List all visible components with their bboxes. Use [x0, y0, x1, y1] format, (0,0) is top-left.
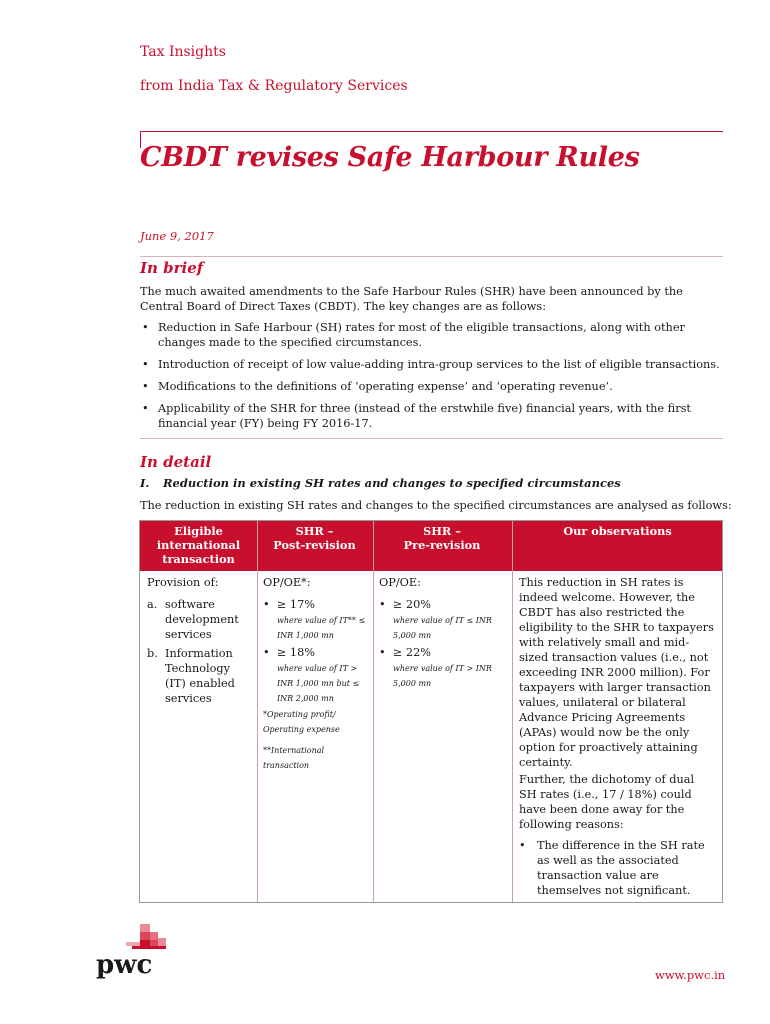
- header-subtitle: from India Tax & Regulatory Services: [140, 78, 408, 94]
- pre-rate-2: • ≥ 22%: [379, 646, 432, 659]
- item-b-label: b.: [147, 647, 158, 660]
- footer-url[interactable]: www.pwc.in: [655, 968, 726, 982]
- table-header: [140, 521, 722, 571]
- list-item: • Reduction in Safe Harbour (SH) rates for most of the eligible transactions, along with other changes made to the specified circumstances.: [142, 321, 685, 349]
- divider: [140, 256, 723, 257]
- provision-label: Provision of:: [147, 576, 219, 589]
- item-a-label: a.: [147, 598, 158, 611]
- pre-note-1: where value of IT ≤ INR 5,000 mn: [393, 616, 492, 640]
- in-detail-heading: In detail: [140, 453, 212, 471]
- observations-para-1: This reduction in SH rates is indeed welcome. However, the CBDT has also restricted the eligibility to the SHR to taxpayers with relatively small and mid- sized transaction values (i.e., not exceeding INR 2000 million). For taxpayers with larger transaction values, unilateral or bilateral Advance Pricing Agreements (APAs) would now be the only option for proactively attaining certainty.: [519, 576, 714, 769]
- in-brief-list: [140, 320, 722, 438]
- pre-revision-ratio: OP/OE:: [379, 576, 421, 589]
- in-brief-heading: In brief: [140, 259, 204, 277]
- post-note-2: where value of IT > INR 1,000 mn but ≤ INR 2,000 mn: [277, 664, 360, 703]
- list-item: • Modifications to the definitions of ‘operating expense’ and ‘operating revenue’.: [142, 380, 613, 393]
- post-rate-2: • ≥ 18%: [263, 646, 316, 659]
- bullet-icon: •: [142, 380, 149, 393]
- post-revision-ratio: OP/OE*:: [263, 576, 311, 589]
- page-title: CBDT revises Safe Harbour Rules: [140, 142, 640, 173]
- footnote-op-oe: *Operating profit/ Operating expense: [263, 710, 340, 734]
- post-rate-1: • ≥ 17%: [263, 598, 316, 611]
- item-a-text: software development services: [165, 598, 239, 641]
- in-brief-intro: The much awaited amendments to the Safe Harbour Rules (SHR) have been announced by the Central Board of Direct Taxes (CBDT). The key changes are as follows:: [140, 285, 683, 313]
- column-divider: [373, 521, 374, 902]
- bullet-icon: •: [142, 402, 149, 415]
- column-divider: [512, 521, 513, 902]
- header-shr-pre: SHR – Pre-revision: [403, 524, 481, 552]
- subsection-title: Reduction in existing SH rates and changes to specified circumstances: [163, 476, 621, 490]
- column-divider: [257, 521, 258, 902]
- footnote-it: **International transaction: [263, 746, 325, 770]
- list-item: • Applicability of the SHR for three (instead of the erstwhile five) financial years, with the first financial year (FY) being FY 2016-17.: [142, 402, 691, 430]
- header-observations: Our observations: [563, 524, 672, 538]
- bullet-icon: •: [263, 646, 270, 659]
- in-detail-intro: The reduction in existing SH rates and changes to the specified circumstances are analysed as follows:: [140, 499, 732, 512]
- pwc-logo-text: pwc: [96, 950, 153, 980]
- pwc-logo: [96, 924, 176, 984]
- header-tax-insights: Tax Insights: [140, 44, 226, 60]
- observations-para-2: Further, the dichotomy of dual SH rates (i.e., 17 / 18%) could have been done away for the following reasons:: [519, 773, 695, 831]
- bullet-icon: •: [379, 598, 386, 611]
- bullet-icon: •: [142, 358, 149, 371]
- header-eligible-transaction: Eligible international transaction: [156, 524, 241, 566]
- post-note-1: where value of IT** ≤ INR 1,000 mn: [277, 616, 366, 640]
- pre-rate-1: • ≥ 20%: [379, 598, 432, 611]
- bullet-icon: •: [142, 321, 149, 334]
- bullet-icon: •: [379, 646, 386, 659]
- observations-bullet-icon: •: [519, 839, 526, 852]
- observations-bullet: The difference in the SH rate as well as the associated transaction value are themselves not significant.: [537, 839, 705, 897]
- header-shr-post: SHR – Post-revision: [273, 524, 356, 552]
- item-b-text: Information Technology (IT) enabled services: [165, 647, 235, 705]
- divider: [140, 438, 723, 439]
- publication-date: June 9, 2017: [140, 229, 214, 243]
- list-item: • Introduction of receipt of low value-adding intra-group services to the list of eligible transactions.: [142, 358, 720, 371]
- subsection-number: I.: [140, 476, 150, 490]
- pre-note-2: where value of IT > INR 5,000 mn: [393, 664, 492, 688]
- bullet-icon: •: [263, 598, 270, 611]
- rates-table: [139, 520, 723, 903]
- title-rule: [140, 131, 723, 132]
